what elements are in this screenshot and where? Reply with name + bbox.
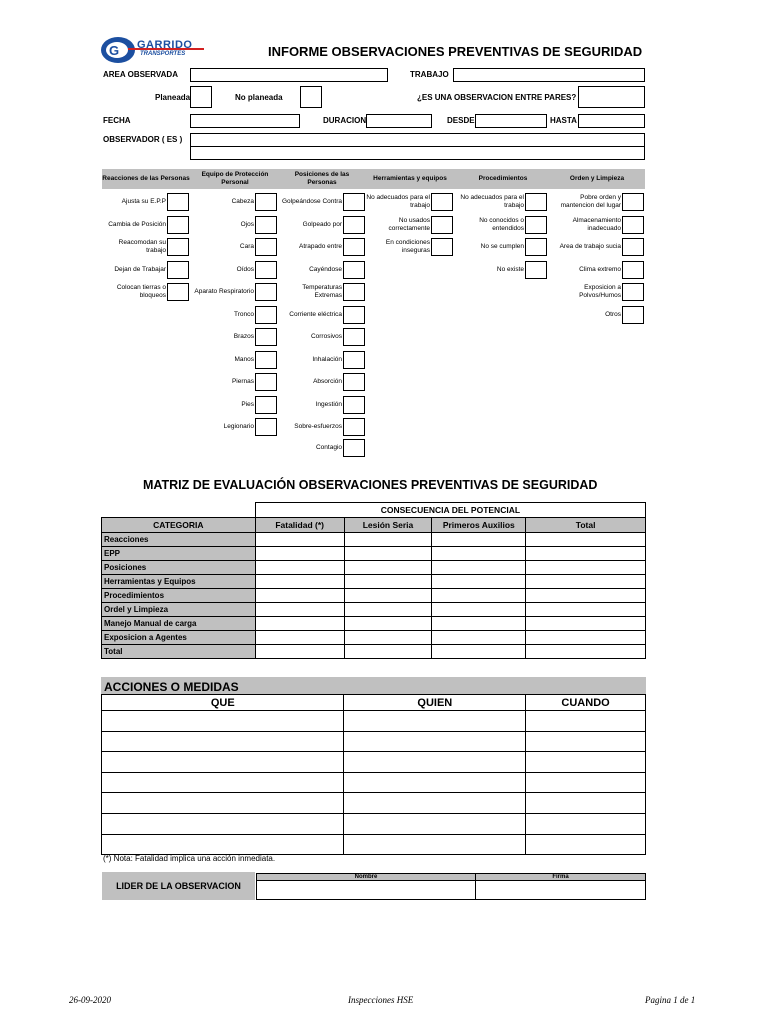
action-row (102, 834, 646, 855)
action-cell[interactable] (344, 772, 526, 793)
posiciones-item-label: Golpeándose Contra (282, 198, 342, 205)
orden-item-checkbox[interactable] (622, 283, 644, 301)
matrix-cell[interactable] (526, 589, 646, 603)
matrix-cell[interactable] (255, 645, 344, 659)
matrix-cell[interactable] (255, 533, 344, 547)
action-cell[interactable] (526, 834, 646, 855)
posiciones-item-label: Corriente eléctrica (289, 311, 342, 318)
header-reacciones: Reacciones de las Personas (102, 175, 190, 182)
procedimientos-item-checkbox[interactable] (525, 261, 547, 279)
herramientas-item-checkbox[interactable] (431, 216, 453, 234)
action-cell[interactable] (102, 752, 344, 773)
posiciones-item-checkbox[interactable] (343, 193, 365, 211)
procedimientos-item-label: No existe (496, 266, 524, 273)
matrix-row (102, 547, 646, 561)
posiciones-item-checkbox[interactable] (343, 306, 365, 324)
footer-date: 26-09-2020 (69, 995, 111, 1005)
posiciones-item-checkbox[interactable] (343, 396, 365, 414)
leader-firma-input[interactable] (475, 880, 646, 900)
reacciones-item-checkbox[interactable] (167, 193, 189, 211)
matrix-cell[interactable] (432, 645, 526, 659)
epp-item-checkbox[interactable] (255, 418, 277, 436)
header-procedimientos: Procedimientos (478, 175, 528, 182)
matrix-row (102, 617, 646, 631)
procedimientos-item-checkbox[interactable] (525, 193, 547, 211)
pares-label: ¿ES UNA OBSERVACION ENTRE PARES? (417, 93, 577, 102)
matrix-cell[interactable] (255, 561, 344, 575)
matrix-row-category: Total (102, 645, 256, 659)
matrix-cell[interactable] (432, 589, 526, 603)
epp-item-label: Oídos (236, 266, 254, 273)
desde-label: DESDE (447, 116, 475, 125)
epp-item-checkbox[interactable] (255, 261, 277, 279)
matrix-cell[interactable] (526, 561, 646, 575)
epp-item-checkbox[interactable] (255, 373, 277, 391)
reacciones-item-label: Reacomodan su trabajo (118, 239, 166, 254)
epp-item-checkbox[interactable] (255, 193, 277, 211)
col-primeros: Primeros Auxilios (432, 518, 526, 533)
posiciones-item-checkbox[interactable] (343, 418, 365, 436)
matrix-cell[interactable] (255, 603, 344, 617)
fecha-label: FECHA (103, 116, 131, 125)
observador-input-1[interactable] (190, 133, 645, 147)
categoria-header: CATEGORIA (102, 518, 256, 533)
posiciones-item-label: Absorción (313, 378, 342, 385)
reacciones-item-label: Colocan tierras o bloqueos (116, 284, 166, 299)
epp-item-label: Brazos (233, 333, 254, 340)
no-planeada-checkbox[interactable] (300, 86, 322, 108)
matrix-cell[interactable] (432, 603, 526, 617)
matrix-cell[interactable] (432, 631, 526, 645)
trabajo-label: TRABAJO (410, 70, 449, 79)
matrix-title: MATRIZ DE EVALUACIÓN OBSERVACIONES PREVENTIVAS DE SEGURIDAD (143, 478, 598, 492)
procedimientos-item-checkbox[interactable] (525, 238, 547, 256)
epp-item-checkbox[interactable] (255, 283, 277, 301)
epp-item-label: Tronco (234, 311, 254, 318)
observador-label: OBSERVADOR ( ES ) (103, 135, 183, 144)
desde-input[interactable] (475, 114, 547, 128)
orden-item-label: Pobre orden y mantencion del lugar (560, 194, 621, 209)
posiciones-item-checkbox[interactable] (343, 238, 365, 256)
posiciones-item-label: Ingestión (315, 401, 342, 408)
matrix-cell[interactable] (255, 589, 344, 603)
action-cell[interactable] (526, 731, 646, 752)
procedimientos-item-label: No se cumplen (480, 243, 524, 250)
posiciones-item-checkbox[interactable] (343, 216, 365, 234)
posiciones-item-label: Contagio (315, 444, 342, 451)
matrix-cell[interactable] (526, 645, 646, 659)
matrix-cell[interactable] (344, 561, 432, 575)
action-cell[interactable] (344, 731, 526, 752)
action-cell[interactable] (102, 711, 344, 732)
action-cell[interactable] (344, 793, 526, 814)
action-cell[interactable] (526, 813, 646, 834)
trabajo-input[interactable] (453, 68, 645, 82)
epp-item-checkbox[interactable] (255, 396, 277, 414)
pares-input[interactable] (578, 86, 645, 108)
action-cell[interactable] (344, 752, 526, 773)
matrix-row (102, 533, 646, 547)
herramientas-item-label: En condiciones inseguras (385, 239, 430, 254)
action-row (102, 731, 646, 752)
planeada-checkbox[interactable] (190, 86, 212, 108)
orden-item-label: Otros (605, 311, 621, 318)
col-total: Total (526, 518, 646, 533)
matrix-cell[interactable] (526, 575, 646, 589)
reacciones-item-label: Cambia de Posición (108, 221, 166, 228)
matrix-cell[interactable] (344, 645, 432, 659)
epp-item-label: Cabeza (231, 198, 254, 205)
action-cell[interactable] (526, 752, 646, 773)
hasta-input[interactable] (578, 114, 645, 128)
matrix-cell[interactable] (344, 589, 432, 603)
action-cell[interactable] (102, 793, 344, 814)
epp-item-label: Aparato Respiratorio (194, 288, 254, 295)
action-cell[interactable] (526, 772, 646, 793)
action-cell[interactable] (102, 834, 344, 855)
matrix-cell[interactable] (255, 617, 344, 631)
posiciones-item-label: Inhalación (312, 356, 342, 363)
posiciones-item-checkbox[interactable] (343, 439, 365, 457)
col-que: QUE (102, 695, 344, 711)
posiciones-item-label: Atrapado entre (298, 243, 342, 250)
matrix-row-category: EPP (102, 547, 256, 561)
company-logo (100, 36, 204, 66)
matrix-row-category: Posiciones (102, 561, 256, 575)
epp-item-label: Cara (239, 243, 254, 250)
procedimientos-item-checkbox[interactable] (525, 216, 547, 234)
matrix-cell[interactable] (344, 631, 432, 645)
logo-text: GARRIDO (137, 39, 193, 51)
actions-table (101, 694, 646, 855)
posiciones-item-checkbox[interactable] (343, 261, 365, 279)
leader-label-box (102, 872, 255, 900)
matrix-row-category: Reacciones (102, 533, 256, 547)
epp-item-label: Piernas (231, 378, 254, 385)
herramientas-item-label: No usados correctamente (388, 217, 430, 232)
matrix-cell[interactable] (432, 547, 526, 561)
header-posiciones: Posiciones de las Personas (294, 171, 350, 186)
matrix-blank (102, 503, 256, 518)
duracion-input[interactable] (366, 114, 432, 128)
orden-item-checkbox[interactable] (622, 216, 644, 234)
action-cell[interactable] (526, 793, 646, 814)
fatality-note: (*) Nota: Fatalidad implica una acción inmediata. (103, 854, 276, 863)
observador-input-2[interactable] (190, 146, 645, 160)
footer-page: Pagina 1 de 1 (645, 995, 696, 1005)
reacciones-item-label: Dejan de Trabajar (114, 266, 166, 273)
orden-item-label: Area de trabajo sucia (559, 243, 621, 250)
action-row (102, 813, 646, 834)
action-row (102, 711, 646, 732)
hasta-label: HASTA (550, 116, 577, 125)
action-cell[interactable] (102, 731, 344, 752)
epp-item-label: Pies (241, 401, 254, 408)
col-lesion: Lesión Seria (344, 518, 432, 533)
area-input[interactable] (190, 68, 388, 82)
matrix-row (102, 603, 646, 617)
orden-item-label: Exposicion a Polvos/Humos (579, 284, 621, 299)
footer-center: Inspecciones HSE (348, 995, 414, 1005)
col-cuando: CUANDO (526, 695, 646, 711)
matrix-row (102, 561, 646, 575)
herramientas-item-label: No adecuados para el trabajo (366, 194, 430, 209)
epp-item-label: Ojos (240, 221, 254, 228)
matrix-cell[interactable] (526, 603, 646, 617)
no-planeada-label: No planeada (235, 93, 283, 102)
epp-item-checkbox[interactable] (255, 306, 277, 324)
matrix-cell[interactable] (432, 561, 526, 575)
nombre-label: Nombre (354, 874, 378, 880)
action-cell[interactable] (102, 813, 344, 834)
epp-item-label: Legionario (223, 423, 254, 430)
orden-item-checkbox[interactable] (622, 238, 644, 256)
reacciones-item-checkbox[interactable] (167, 283, 189, 301)
epp-item-label: Manos (234, 356, 254, 363)
area-label: AREA OBSERVADA (103, 70, 178, 79)
header-orden: Orden y Limpieza (569, 175, 625, 182)
evaluation-matrix (101, 502, 646, 659)
orden-item-label: Clima extremo (579, 266, 621, 273)
report-title: INFORME OBSERVACIONES PREVENTIVAS DE SEGURIDAD (268, 44, 643, 59)
actions-title: ACCIONES O MEDIDAS (104, 680, 239, 694)
matrix-cell[interactable] (344, 575, 432, 589)
epp-item-checkbox[interactable] (255, 351, 277, 369)
matrix-cell[interactable] (255, 631, 344, 645)
matrix-cell[interactable] (526, 547, 646, 561)
action-cell[interactable] (344, 711, 526, 732)
action-row (102, 752, 646, 773)
action-cell[interactable] (344, 834, 526, 855)
matrix-cell[interactable] (526, 631, 646, 645)
reacciones-item-checkbox[interactable] (167, 216, 189, 234)
col-quien: QUIEN (344, 695, 526, 711)
header-epp: Equipo de Protección Personal (201, 171, 269, 186)
leader-label: LIDER DE LA OBSERVACION (116, 881, 241, 891)
svg-text:G: G (109, 43, 120, 58)
duracion-label: DURACION (323, 116, 367, 125)
procedimientos-item-label: No conocidos o entendidos (479, 217, 524, 232)
posiciones-item-label: Sobre-esfuerzos (294, 423, 342, 430)
matrix-row-category: Manejo Manual de carga (102, 617, 256, 631)
matrix-cell[interactable] (526, 533, 646, 547)
herramientas-item-checkbox[interactable] (431, 193, 453, 211)
action-cell[interactable] (344, 813, 526, 834)
matrix-cell[interactable] (432, 575, 526, 589)
reacciones-item-checkbox[interactable] (167, 261, 189, 279)
reacciones-item-checkbox[interactable] (167, 238, 189, 256)
matrix-cell[interactable] (344, 617, 432, 631)
header-herramientas: Herramientas y equipos (373, 175, 447, 182)
action-cell[interactable] (102, 772, 344, 793)
firma-label: Firma (552, 874, 569, 880)
matrix-row-category: Ordel y Limpieza (102, 603, 256, 617)
posiciones-item-label: Golpeado por (302, 221, 342, 228)
posiciones-item-checkbox[interactable] (343, 351, 365, 369)
epp-item-checkbox[interactable] (255, 238, 277, 256)
matrix-row-category: Herramientas y Equipos (102, 575, 256, 589)
herramientas-item-checkbox[interactable] (431, 238, 453, 256)
posiciones-item-checkbox[interactable] (343, 283, 365, 301)
matrix-cell[interactable] (344, 533, 432, 547)
matrix-cell[interactable] (432, 617, 526, 631)
fecha-input[interactable] (190, 114, 300, 128)
epp-item-checkbox[interactable] (255, 328, 277, 346)
reacciones-item-label: Ajusta su E.P.P (121, 198, 166, 205)
orden-item-label: Almacenamiento inadecuado (572, 217, 621, 232)
action-row (102, 772, 646, 793)
logo-subtext: TRANSPORTES (140, 51, 186, 57)
matrix-cell[interactable] (526, 617, 646, 631)
action-row (102, 793, 646, 814)
matrix-row (102, 575, 646, 589)
matrix-cell[interactable] (344, 547, 432, 561)
planeada-label: Planeada (155, 93, 191, 102)
posiciones-item-checkbox[interactable] (343, 373, 365, 391)
col-fatalidad: Fatalidad (*) (255, 518, 344, 533)
epp-item-checkbox[interactable] (255, 216, 277, 234)
orden-item-checkbox[interactable] (622, 306, 644, 324)
matrix-cell[interactable] (255, 575, 344, 589)
matrix-cell[interactable] (255, 547, 344, 561)
posiciones-item-label: Corrosivos (310, 333, 342, 340)
matrix-row (102, 631, 646, 645)
matrix-cell[interactable] (344, 603, 432, 617)
action-cell[interactable] (526, 711, 646, 732)
matrix-cell[interactable] (432, 533, 526, 547)
orden-item-checkbox[interactable] (622, 261, 644, 279)
matrix-row (102, 589, 646, 603)
posiciones-item-checkbox[interactable] (343, 328, 365, 346)
leader-nombre-input[interactable] (256, 880, 476, 900)
matrix-row (102, 645, 646, 659)
matrix-row-category: Exposicion a Agentes (102, 631, 256, 645)
matrix-row-category: Procedimientos (102, 589, 256, 603)
consecuencia-header: CONSECUENCIA DEL POTENCIAL (255, 503, 645, 518)
orden-item-checkbox[interactable] (622, 193, 644, 211)
posiciones-item-label: Temperaturas Extremas (302, 284, 342, 299)
posiciones-item-label: Cayéndose (309, 266, 342, 273)
procedimientos-item-label: No adecuados para el trabajo (460, 194, 524, 209)
